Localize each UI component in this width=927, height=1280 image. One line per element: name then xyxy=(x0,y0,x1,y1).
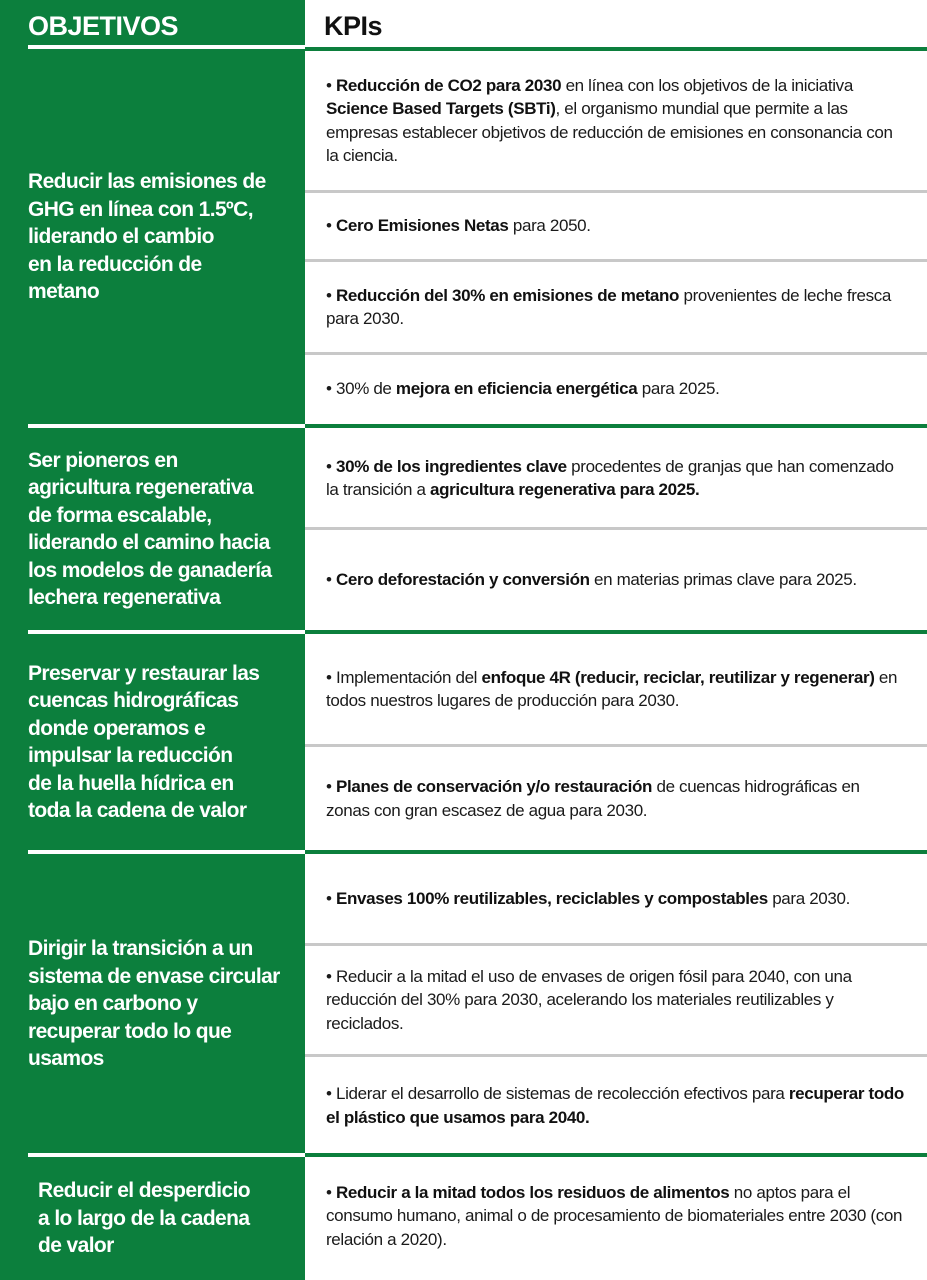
kpi-row xyxy=(326,530,906,630)
kpi-regular-text: no aptos para el consumo humano, animal o de procesamiento de biomateriales entre 2030 (con relación a 2020). xyxy=(326,1182,903,1249)
kpi-regular-text: de cuencas hidrográficas en zonas con gran escasez de agua para 2030. xyxy=(326,777,860,820)
kpi-regular-text: Implementación del xyxy=(335,667,482,687)
kpi-regular-text: , el organismo mundial que permite a las empresas establecer objetivos de reducción de emisiones en consonancia con la ciencia. xyxy=(326,99,893,165)
bullet: • xyxy=(326,285,336,305)
objective-regenerative-agriculture: Ser pioneros en agricultura regenerativa de forma escalable, liderando el camino hacia los modelos de ganadería lechera regenerativa xyxy=(28,448,272,609)
kpi-bold-text: Science Based Targets (SBTi) xyxy=(326,99,556,118)
kpi-regular-text: para 2030. xyxy=(767,888,850,908)
kpi-bold-text: Envases 100% reutilizables, reciclables y compostables xyxy=(335,888,768,908)
kpis-header: KPIs xyxy=(324,10,383,41)
kpi-bold-text: recuperar todo el plástico que usamos para 2040. xyxy=(326,1084,904,1127)
kpi-text xyxy=(326,666,906,713)
kpi-regular-text: en materias primas clave para 2025. xyxy=(589,570,857,590)
bullet: • xyxy=(326,667,336,687)
bullet: • xyxy=(326,216,336,236)
header-divider-left xyxy=(28,45,305,49)
kpi-text xyxy=(326,887,850,911)
kpi-row xyxy=(326,428,906,528)
kpi-bold-text: Cero deforestación y conversión xyxy=(335,570,590,590)
bullet: • xyxy=(326,966,336,986)
kpi-text xyxy=(326,965,906,1036)
bullet: • xyxy=(326,1182,336,1202)
kpi-bold-text: mejora en eficiencia energética xyxy=(395,379,638,399)
kpi-row xyxy=(326,262,906,352)
kpi-row xyxy=(326,193,906,259)
kpi-regular-text: procedentes de granjas que han comenzado la transición a xyxy=(326,456,894,499)
objective-emissions: Reducir las emisiones de GHG en línea con 1.5ºC, liderando el cambio en la reducción de metano xyxy=(28,170,266,304)
kpi-text xyxy=(326,775,906,822)
kpi-row xyxy=(326,634,906,744)
kpi-regular-text: Liderar el desarrollo de sistemas de recolección efectivos para xyxy=(335,1084,789,1103)
kpi-text xyxy=(326,1082,906,1129)
objetivos-header: OBJETIVOS xyxy=(28,10,179,41)
kpi-regular-text: en todos nuestros lugares de producción para 2030. xyxy=(326,667,898,710)
bullet: • xyxy=(326,379,336,399)
kpi-row xyxy=(326,854,906,943)
bullet: • xyxy=(326,777,336,796)
kpi-regular-text: provenientes de leche fresca para 2030. xyxy=(326,285,892,328)
kpi-row xyxy=(326,946,906,1054)
kpi-bold-text: Cero Emisiones Netas xyxy=(335,216,509,236)
kpi-bold-text: Reducir a la mitad todos los residuos de alimentos xyxy=(335,1182,730,1202)
bullet: • xyxy=(326,888,336,908)
kpi-text xyxy=(326,74,906,168)
kpi-regular-text: para 2050. xyxy=(508,216,591,236)
kpi-row xyxy=(326,1157,906,1275)
kpi-regular-text: en línea con los objetivos de la iniciativa xyxy=(561,75,853,95)
kpi-row xyxy=(326,747,906,850)
kpi-regular-text: Reducir a la mitad el uso de envases de origen fósil para 2040, con una reducción del 30% para 2030, acelerando los materiales reutilizables y reciclados. xyxy=(326,966,852,1033)
kpi-text xyxy=(326,214,591,238)
objective-water: Preservar y restaurar las cuencas hidrográficas donde operamos e impulsar la reducción de la huella hídrica en toda la cadena de valor xyxy=(28,661,260,822)
kpi-regular-text: 30% de xyxy=(335,379,396,399)
kpi-bold-text: Reducción de CO2 para 2030 xyxy=(335,75,562,95)
kpi-row xyxy=(326,1057,906,1154)
bullet: • xyxy=(326,456,336,476)
kpi-text xyxy=(326,377,720,401)
kpi-bold-text: enfoque 4R (reducir, reciclar, reutilizar y regenerar) xyxy=(481,667,875,687)
kpi-text xyxy=(326,455,906,502)
kpi-text xyxy=(326,568,857,592)
kpi-row xyxy=(326,355,906,423)
kpi-text xyxy=(326,284,906,331)
kpi-bold-text: Planes de conservación y/o restauración xyxy=(335,777,653,796)
objective-waste: Reducir el desperdicio a lo largo de la cadena de valor xyxy=(38,1179,251,1258)
bullet: • xyxy=(326,1084,336,1103)
kpi-bold-text: 30% de los ingredientes clave xyxy=(335,456,567,476)
kpi-bold-text: Reducción del 30% en emisiones de metano xyxy=(335,285,680,305)
kpi-bold-text: agricultura regenerativa para 2025. xyxy=(430,480,700,499)
kpi-regular-text: para 2025. xyxy=(637,379,720,399)
kpi-row xyxy=(326,50,906,191)
bullet: • xyxy=(326,75,336,95)
bullet: • xyxy=(326,570,336,590)
objective-packaging: Dirigir la transición a un sistema de envase circular bajo en carbono y recuperar todo lo que usamos xyxy=(28,937,280,1071)
kpi-text xyxy=(326,1181,906,1252)
